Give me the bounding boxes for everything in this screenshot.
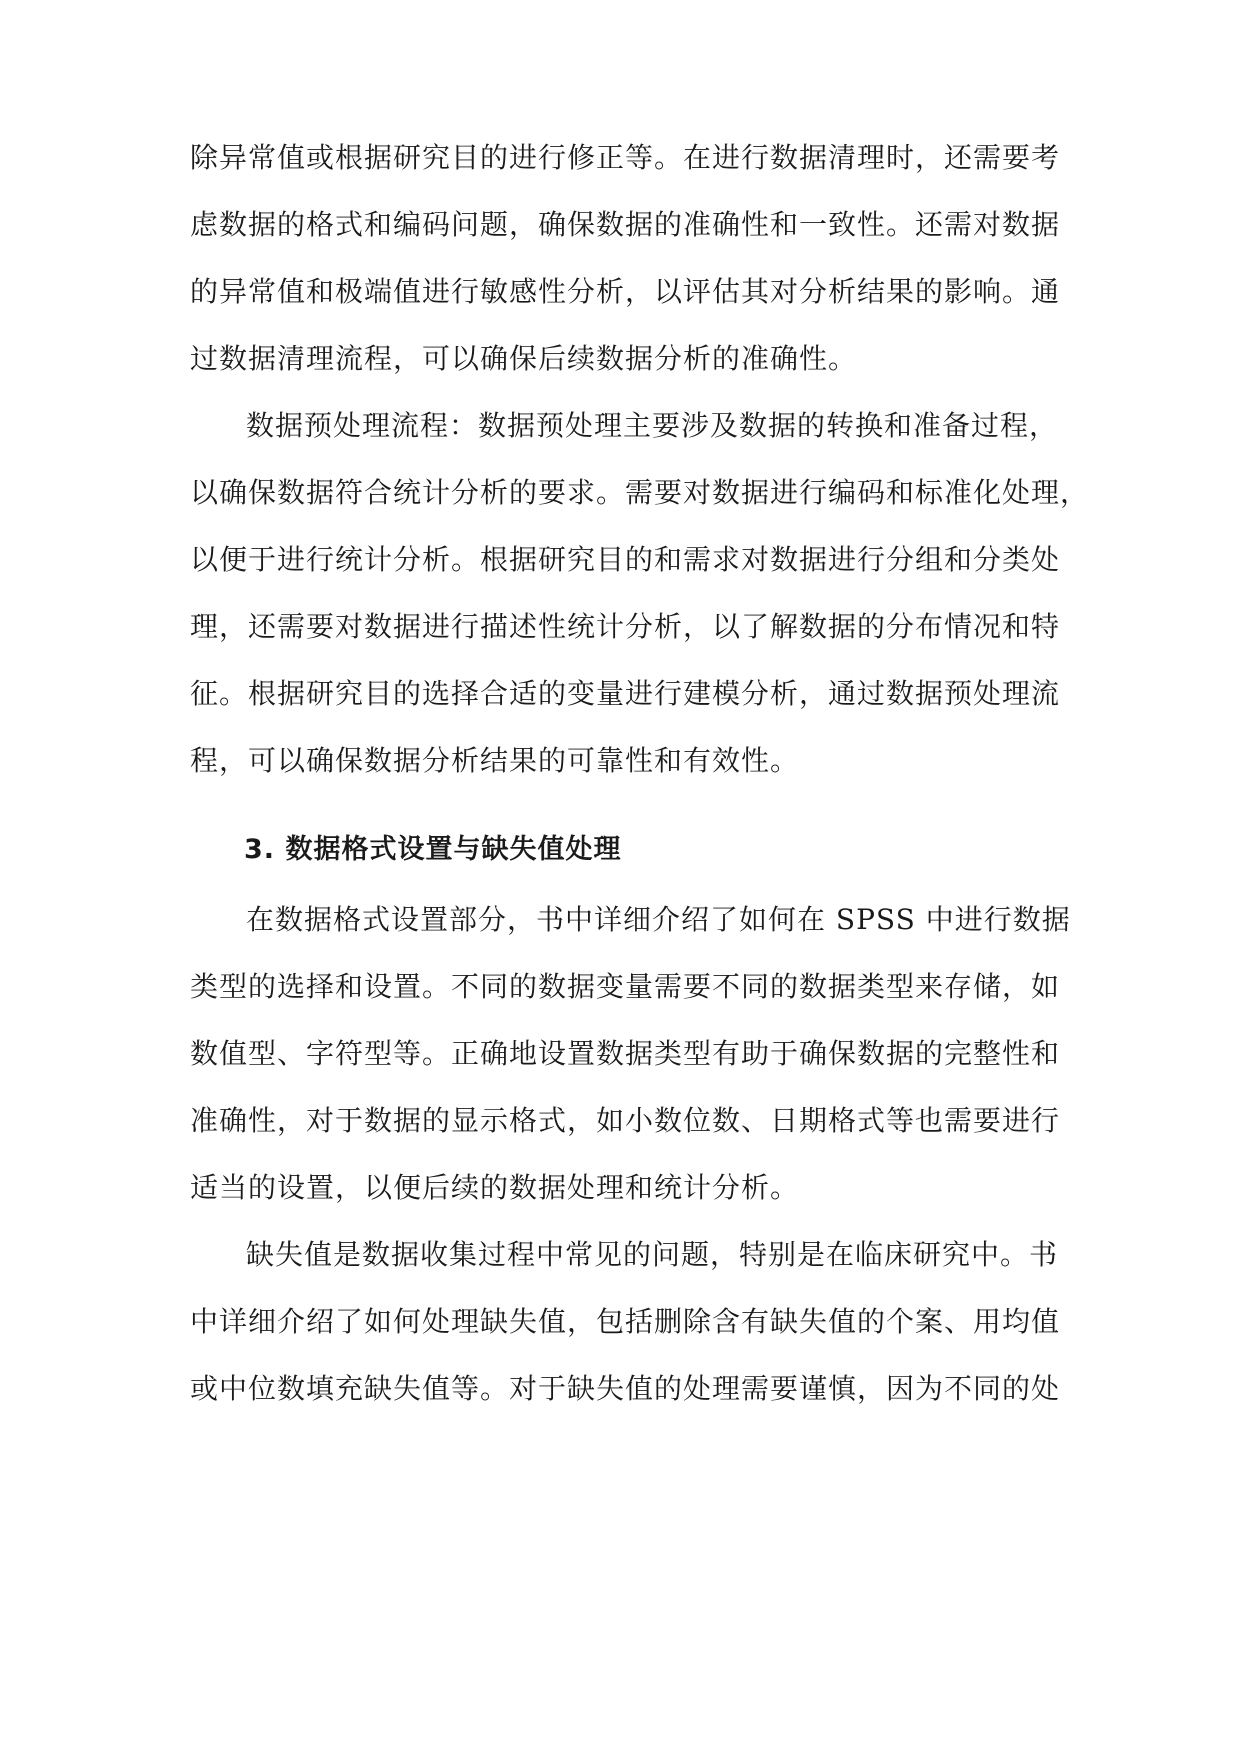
paragraph-line: 适当的设置，以便后续的数据处理和统计分析。	[190, 1171, 800, 1204]
paragraph-line: 或中位数填充缺失值等。对于缺失值的处理需要谨慎，因为不同的处	[190, 1372, 1061, 1405]
paragraph-line: 以确保数据符合统计分析的要求。需要对数据进行编码和标准化处理，	[190, 476, 1090, 509]
paragraph-line: 中详细介绍了如何处理缺失值，包括删除含有缺失值的个案、用均值	[190, 1305, 1061, 1338]
paragraph-line: 程，可以确保数据分析结果的可靠性和有效性。	[190, 744, 800, 777]
paragraph-first-line: 缺失值是数据收集过程中常见的问题，特别是在临床研究中。书	[246, 1238, 1059, 1271]
paragraph-line: 虑数据的格式和编码问题，确保数据的准确性和一致性。还需对数据	[190, 208, 1061, 241]
paragraph-line: 以便于进行统计分析。根据研究目的和需求对数据进行分组和分类处	[190, 543, 1061, 576]
paragraph-line: 数值型、字符型等。正确地设置数据类型有助于确保数据的完整性和	[190, 1037, 1061, 1070]
paragraph-line: 准确性，对于数据的显示格式，如小数位数、日期格式等也需要进行	[190, 1104, 1061, 1137]
paragraph-first-line: 数据预处理流程：数据预处理主要涉及数据的转换和准备过程，	[246, 409, 1059, 442]
paragraph-line: 理，还需要对数据进行描述性统计分析，以了解数据的分布情况和特	[190, 610, 1061, 643]
section-heading: 3. 数据格式设置与缺失值处理	[244, 834, 622, 865]
paragraph-first-line: 在数据格式设置部分，书中详细介绍了如何在 SPSS 中进行数据	[246, 903, 1071, 936]
paragraph-line: 类型的选择和设置。不同的数据变量需要不同的数据类型来存储，如	[190, 970, 1061, 1003]
paragraph-line: 过数据清理流程，可以确保后续数据分析的准确性。	[190, 342, 858, 375]
paragraph-line: 的异常值和极端值进行敏感性分析，以评估其对分析结果的影响。通	[190, 275, 1061, 308]
paragraph-line: 除异常值或根据研究目的进行修正等。在进行数据清理时，还需要考	[190, 141, 1061, 174]
paragraph-line: 征。根据研究目的选择合适的变量进行建模分析，通过数据预处理流	[190, 677, 1061, 710]
